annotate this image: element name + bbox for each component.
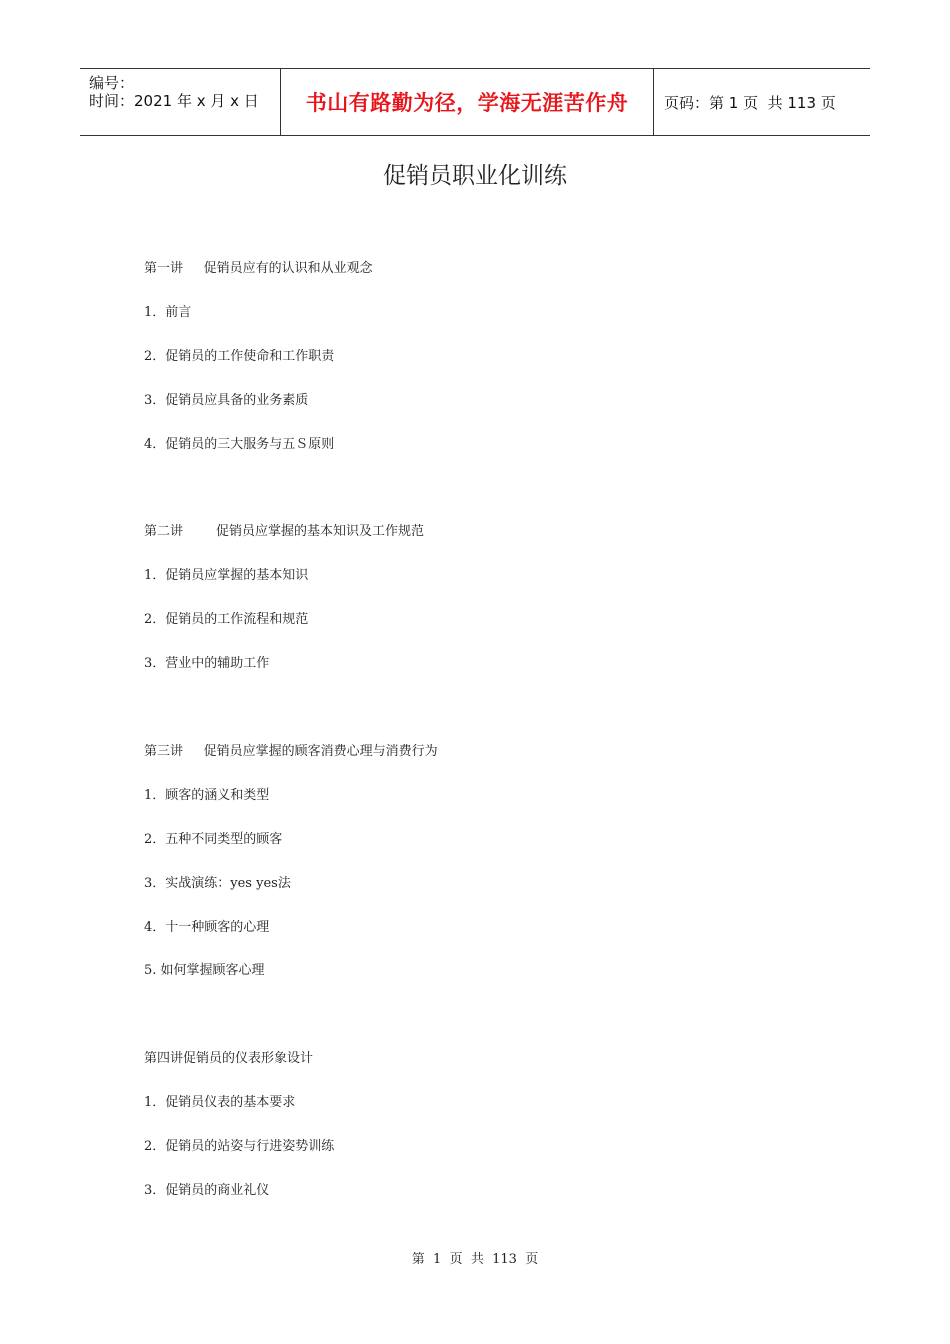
- toc-item: 1．促销员仪表的基本要求: [144, 1095, 296, 1110]
- toc-item: 3．实战演练：yes yes法: [144, 876, 291, 891]
- document-title: 促销员职业化训练: [383, 163, 567, 189]
- toc-item: 5. 如何掌握顾客心理: [144, 963, 265, 978]
- toc-item: 3．营业中的辅助工作: [144, 656, 270, 671]
- page-footer: 第 1 页 共 113 页: [411, 1252, 539, 1267]
- toc-item: 2．促销员的工作使命和工作职责: [144, 349, 335, 364]
- lecture-heading: 第三讲 促销员应掌握的顾客消费心理与消费行为: [144, 744, 438, 759]
- header-page-info: 页码：第 1 页 共 113 页: [664, 93, 836, 112]
- toc-item: 2．促销员的工作流程和规范: [144, 612, 309, 627]
- toc-item: 2．促销员的站姿与行进姿势训练: [144, 1139, 335, 1154]
- toc-item: 1．促销员应掌握的基本知识: [144, 568, 309, 583]
- toc-item: 4．促销员的三大服务与五Ｓ原则: [144, 437, 335, 452]
- header-motto: 书山有路勤为径，学海无涯苦作舟: [305, 91, 629, 115]
- lecture-heading: 第四讲促销员的仪表形象设计: [144, 1051, 314, 1066]
- document-date-label: 时间：2021 年 x 月 x 日: [89, 92, 259, 110]
- toc-item: 3．促销员的商业礼仪: [144, 1183, 270, 1198]
- document-number-label: 编号：: [89, 74, 135, 92]
- toc-item: 3．促销员应具备的业务素质: [144, 393, 309, 408]
- toc-item: 4．十一种顾客的心理: [144, 920, 270, 935]
- lecture-heading: 第一讲 促销员应有的认识和从业观念: [144, 261, 373, 276]
- toc-item: 1．前言: [144, 305, 192, 320]
- header-meta-cell: [80, 69, 281, 135]
- toc-item: 2．五种不同类型的顾客: [144, 832, 283, 847]
- lecture-heading: 第二讲 促销员应掌握的基本知识及工作规范: [144, 524, 425, 539]
- header-motto-cell: [281, 69, 654, 135]
- document-header: [80, 68, 870, 136]
- toc-item: 1．顾客的涵义和类型: [144, 788, 270, 803]
